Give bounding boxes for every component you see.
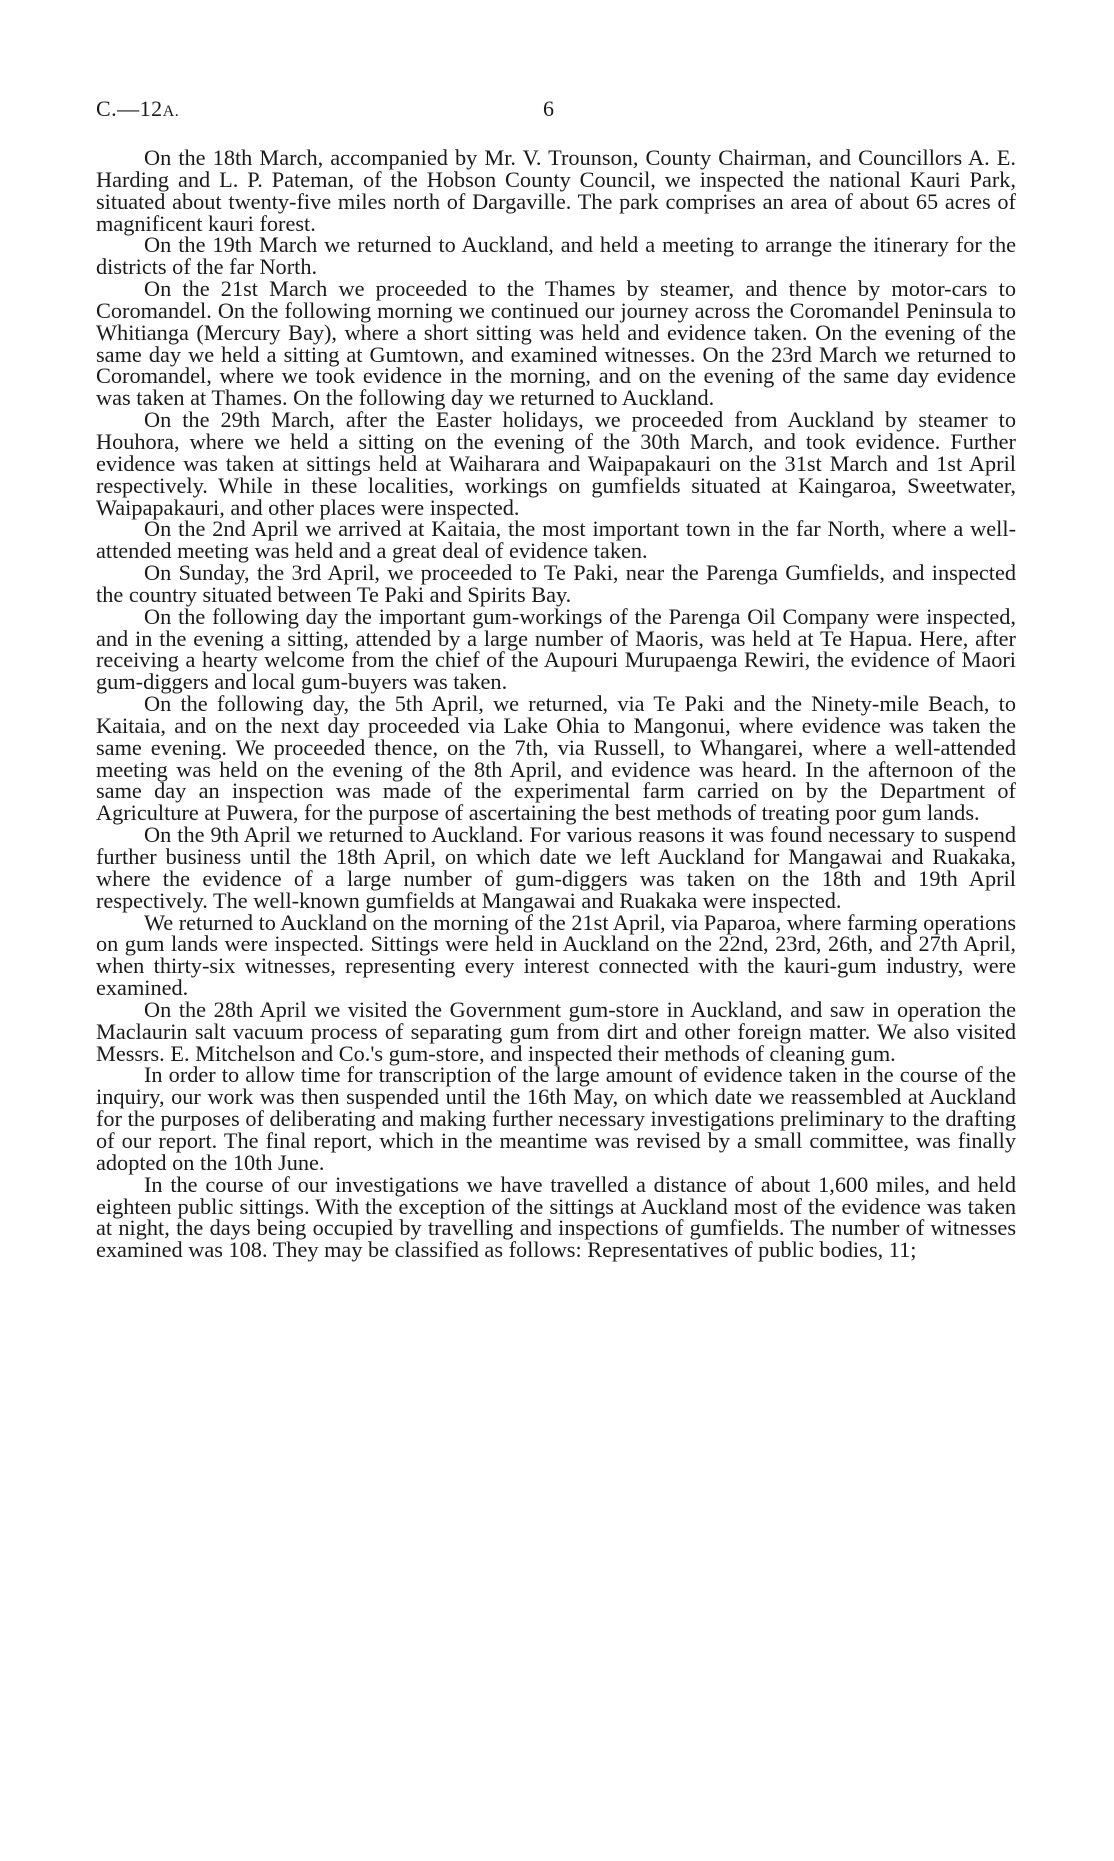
report-reference: C.—12A. (96, 96, 180, 121)
page-header (96, 96, 1016, 126)
paragraph: On the 18th March, accompanied by Mr. V. Trounson, County Chairman, and Councillors A. E. Harding and L. P. Pateman, of the Hobson County Council, we inspected the national Kauri Park, situated about twenty-five miles north of Dargaville. The park comprises an area of about 65 acres of magnificent kauri forest. (96, 145, 1016, 236)
paragraph: In order to allow time for transcription of the large amount of evidence taken in the course of the inquiry, our work was then suspended until the 16th May, on which date we reassembled at Auckland for the purposes of deliberating and making further necessary investigations preliminary to the drafting of our report. The final report, which in the meantime was revised by a small committee, was finally adopted on the 10th June. (96, 1062, 1016, 1175)
paragraph: On the 19th March we returned to Auckland, and held a meeting to arrange the itinerary for the districts of the far North. (96, 232, 1016, 280)
paragraph: In the course of our investigations we have travelled a distance of about 1,600 miles, and held eighteen public sittings. With the exception of the sittings at Auckland most of the evidence was taken at night, the days being occupied by travelling and inspections of gumfields. The number of witnesses examined was 108. They may be classified as follows: Representatives of public bodies, 11; (96, 1171, 1016, 1263)
body-text (96, 147, 1016, 1261)
paragraph: On Sunday, the 3rd April, we proceeded to Te Paki, near the Parenga Gumfields, and inspected the country situated between Te Paki and Spirits Bay. (96, 560, 1016, 607)
paragraph: On the 9th April we returned to Auckland. For various reasons it was found necessary to suspend further business until the 18th April, on which date we left Auckland for Mangawai and Ruakaka, where the evidence of a large number of gum-diggers was taken on the 18th and 19th April respectively. The well-known gumfields at Mangawai and Ruakaka were inspected. (96, 822, 1016, 913)
paragraph: On the 29th March, after the Easter holidays, we proceeded from Auckland by steamer to Houhora, where we held a sitting on the evening of the 30th March, and took evidence. Further evidence was taken at sittings held at Waiharara and Waipapakauri on the 31st March and 1st April respectively. While in these localities, workings on gumfields situated at Kaingaroa, Sweetwater, Waipapakauri, and other places were inspected. (96, 407, 1016, 520)
paragraph: We returned to Auckland on the morning of the 21st April, via Paparoa, where farming operations on gum lands were inspected. Sittings were held in Auckland on the 22nd, 23rd, 26th, and 27th April, when thirty-six witnesses, representing every interest connected with the kauri-gum industry, were examined. (96, 909, 1016, 1001)
paragraph: On the following day the important gum-workings of the Parenga Oil Company were inspected, and in the evening a sitting, attended by a large number of Maoris, was held at Te Hapua. Here, after receiving a hearty welcome from the chief of the Aupouri Murupaenga Rewiri, the evidence of Maori gum-diggers and local gum-buyers was taken. (96, 603, 1016, 695)
paragraph: On the following day, the 5th April, we returned, via Te Paki and the Ninety-mile Beach, to Kaitaia, and on the next day proceeded via Lake Ohia to Mangonui, where evidence was taken the same evening. We proceeded thence, on the 7th, via Russell, to Whangarei, where a well-attended meeting was held on the evening of the 8th April, and evidence was heard. In the afternoon of the same day an inspection was made of the experimental farm carried on by the Department of Agriculture at Puwera, for the purpose of ascertaining the best methods of treating poor gum lands. (96, 691, 1016, 826)
paragraph: On the 28th April we visited the Government gum-store in Auckland, and saw in operation the Maclaurin salt vacuum process of separating gum from dirt and other foreign matter. We also visited Messrs. E. Mitchelson and Co.'s gum-store, and inspected their methods of cleaning gum. (96, 996, 1016, 1066)
paragraph: On the 2nd April we arrived at Kaitaia, the most important town in the far North, where a well-attended meeting was held and a great deal of evidence taken. (96, 516, 1016, 564)
page-number: 6 (543, 96, 554, 121)
paragraph: On the 21st March we proceeded to the Thames by steamer, and thence by motor-cars to Coromandel. On the following morning we continued our journey across the Coromandel Peninsula to Whitianga (Mercury Bay), where a short sitting was held and evidence taken. On the evening of the same day we held a sitting at Gumtown, and examined witnesses. On the 23rd March we returned to Coromandel, where we took evidence in the morning, and on the evening of the same day evidence was taken at Thames. On the following day we returned to Auckland. (96, 276, 1016, 411)
